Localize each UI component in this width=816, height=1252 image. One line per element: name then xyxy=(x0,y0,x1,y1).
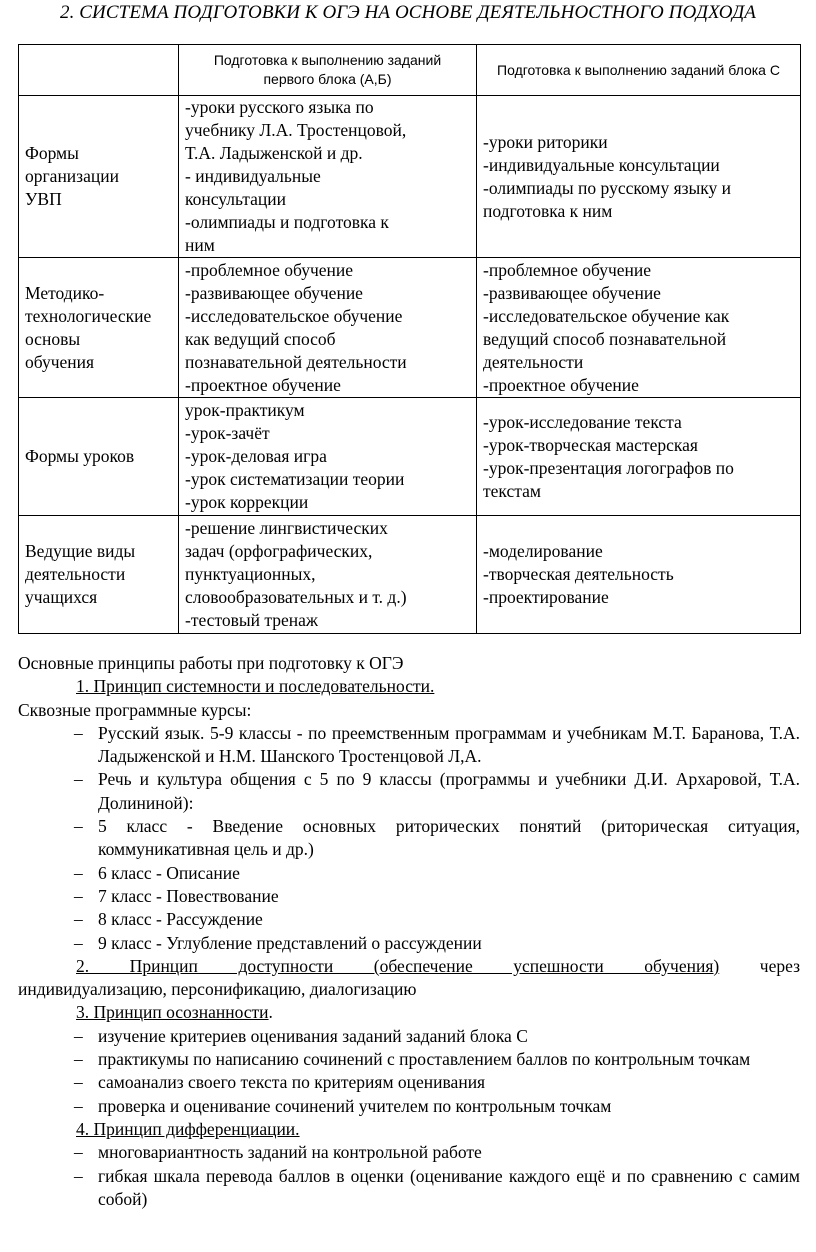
list-item-text: изучение критериев оценивания заданий заданий блока С xyxy=(98,1025,528,1046)
cell-line: -олимпиады и подготовка к xyxy=(185,212,389,232)
list-item xyxy=(18,1071,800,1094)
list-item-text: гибкая шкала перевода баллов в оценки (оценивание каждого ещё и по сравнению с самим собой) xyxy=(98,1165,800,1209)
list-item xyxy=(18,885,800,908)
table-cell-block-c xyxy=(477,258,801,398)
list-item xyxy=(18,1141,800,1164)
list-item-text: 6 класс - Описание xyxy=(98,862,240,883)
bullet-dash: – xyxy=(74,1095,83,1116)
cell-line: -урок-презентация логографов по xyxy=(483,457,734,478)
list-item-text: 5 класс - Введение основных риторических понятий (риторическая ситуация, коммуникативная цель и др.) xyxy=(98,816,800,860)
bullet-dash: – xyxy=(74,909,83,930)
cell-line: -индивидуальные консультации xyxy=(483,154,720,175)
table-row-label xyxy=(19,96,179,258)
preparation-table xyxy=(18,44,801,634)
cell-line: УВП xyxy=(25,189,62,209)
cell-line: подготовка к ним xyxy=(483,200,613,221)
cell-line: деятельности xyxy=(25,564,126,584)
cell-line: -развивающее обучение xyxy=(185,282,363,303)
list-item-text: практикумы по написанию сочинений с проставлением баллов по контрольным точкам xyxy=(98,1049,751,1070)
principles-intro: Основные принципы работы при подготовку к ОГЭ xyxy=(18,653,404,673)
bullet-dash: – xyxy=(74,1072,83,1093)
list-item xyxy=(18,908,800,931)
cell-line: -урок-зачёт xyxy=(185,423,270,443)
list-item-text: 9 класс - Углубление представлений о рассуждении xyxy=(98,932,482,953)
list-item-text: 8 класс - Рассуждение xyxy=(98,909,263,930)
list-item-text: Русский язык. 5-9 классы - по преемственным программам и учебникам М.Т. Баранова, Т.А. Ладыженской и Н.М. Шанского Тростенцовой Л,А. xyxy=(98,722,800,767)
cell-line: учебнику Л.А. Тростенцовой, xyxy=(185,120,407,140)
bullet-dash: – xyxy=(74,1142,83,1163)
bullet-dash: – xyxy=(74,885,83,906)
table-cell-block-ab xyxy=(179,398,477,516)
cell-line: ним xyxy=(185,235,215,255)
cell-line: задач (орфографических, xyxy=(185,541,373,561)
cell-line: Т.А. Ладыженской и др. xyxy=(185,143,363,163)
bullet-dash: – xyxy=(74,1049,83,1070)
page-title: 2. СИСТЕМА ПОДГОТОВКИ К ОГЭ НА ОСНОВЕ ДЕЯТЕЛЬНОСТНОГО ПОДХОДА xyxy=(59,2,757,23)
table-cell-block-ab xyxy=(179,516,477,634)
cell-line: -уроки риторики xyxy=(483,131,608,152)
cell-line: -развивающее обучение xyxy=(483,282,661,303)
table-cell-block-ab xyxy=(179,258,477,398)
cell-line: -исследовательское обучение xyxy=(185,305,403,326)
cell-line: урок-практикум xyxy=(185,400,305,420)
cell-line: -проблемное обучение xyxy=(483,259,652,280)
cell-line: пунктуационных, xyxy=(185,564,316,584)
principle-2-heading: 2. Принцип доступности (обеспечение успешности обучения) xyxy=(76,955,720,976)
list-item xyxy=(18,1025,800,1048)
cell-line: Формы xyxy=(25,143,79,163)
list-item xyxy=(18,1095,800,1118)
cell-line: -урок-творческая мастерская xyxy=(483,434,698,455)
table-row xyxy=(19,398,801,516)
principle-4-heading: 4. Принцип дифференциации. xyxy=(76,1118,300,1139)
principle-1-heading: 1. Принцип системности и последовательности. xyxy=(76,676,435,697)
list-item xyxy=(18,932,800,955)
list-item xyxy=(18,1048,800,1071)
cell-line: -проектное обучение xyxy=(185,374,341,395)
cell-line: -решение лингвистических xyxy=(185,518,388,538)
table-cell-block-c xyxy=(477,96,801,258)
cell-line: -проектирование xyxy=(483,587,609,607)
cell-line: Формы уроков xyxy=(25,446,135,466)
table-row xyxy=(19,258,801,398)
cell-line: как ведущий способ xyxy=(185,328,336,349)
table-row-label xyxy=(19,398,179,516)
cell-line: познавательной деятельности xyxy=(185,351,407,372)
principle-2-line xyxy=(18,955,800,978)
cell-line: -урок-исследование текста xyxy=(483,411,682,432)
table-row-label xyxy=(19,258,179,398)
courses-label: Сквозные программные курсы: xyxy=(18,699,252,720)
cell-line: -моделирование xyxy=(483,541,603,561)
cell-line: -исследовательское обучение как xyxy=(483,305,730,326)
cell-line: консультации xyxy=(185,189,287,209)
list-item xyxy=(18,1165,800,1212)
cell-line: организации xyxy=(25,166,119,186)
cell-line: деятельности xyxy=(483,351,584,372)
list-item-text: многовариантность заданий на контрольной работе xyxy=(98,1142,482,1163)
principle-3-list xyxy=(18,1025,800,1118)
cell-line: -урок-деловая игра xyxy=(185,446,327,466)
table-cell-block-ab xyxy=(179,96,477,258)
bullet-dash: – xyxy=(74,1165,83,1186)
list-item-text: Речь и культура общения с 5 по 9 классы (программы и учебники Д.И. Архаровой, Т.А. Долининой): xyxy=(98,769,800,813)
principle-2-continuation: индивидуализацию, персонификацию, диалогизацию xyxy=(18,979,417,1000)
principle-2-tail: через xyxy=(759,955,800,976)
cell-line: текстам xyxy=(483,480,541,501)
table-row xyxy=(19,516,801,634)
bullet-dash: – xyxy=(74,932,83,953)
cell-line: основы xyxy=(25,328,81,349)
cell-line: ведущий способ познавательной xyxy=(483,328,727,349)
cell-line: -урок систематизации теории xyxy=(185,469,405,489)
table-cell-block-c xyxy=(477,516,801,634)
list-item xyxy=(18,862,800,885)
principle-4-list xyxy=(18,1141,800,1211)
cell-line: -олимпиады по русскому языку и xyxy=(483,177,732,198)
cell-line: - индивидуальные xyxy=(185,166,321,186)
cell-line: учащихся xyxy=(25,587,98,607)
list-item xyxy=(18,768,800,815)
list-item xyxy=(18,722,800,769)
cell-line: -тестовый тренаж xyxy=(185,610,318,630)
cell-line: словообразовательных и т. д.) xyxy=(185,587,407,607)
cell-line: Ведущие виды xyxy=(25,541,136,561)
cell-line: обучения xyxy=(25,351,95,372)
cell-line: -уроки русского языка по xyxy=(185,97,374,117)
cell-line: -проблемное обучение xyxy=(185,259,354,280)
list-item-text: 7 класс - Повествование xyxy=(98,885,279,906)
bullet-dash: – xyxy=(74,816,83,837)
bullet-dash: – xyxy=(74,722,83,743)
bullet-dash: – xyxy=(74,862,83,883)
cell-line: технологические xyxy=(25,305,152,326)
table-header-cell: Подготовка к выполнению заданий первого блока (А,Б) xyxy=(179,45,477,96)
cell-line: -урок коррекции xyxy=(185,492,309,512)
bullet-dash: – xyxy=(74,1025,83,1046)
principle-3-heading: 3. Принцип осознанности xyxy=(76,1002,269,1023)
principle-1-list xyxy=(18,722,800,955)
cell-line: -творческая деятельность xyxy=(483,564,674,584)
table-header-cell xyxy=(19,45,179,96)
cell-line: Методико- xyxy=(25,282,105,303)
bullet-dash: – xyxy=(74,769,83,790)
table-header-row xyxy=(19,45,801,96)
table-cell-block-c xyxy=(477,398,801,516)
table-row xyxy=(19,96,801,258)
table-header-cell: Подготовка к выполнению заданий блока С xyxy=(477,45,801,96)
cell-line: -проектное обучение xyxy=(483,374,639,395)
principle-3-dot: . xyxy=(268,1002,273,1023)
list-item xyxy=(18,815,800,862)
list-item-text: самоанализ своего текста по критериям оценивания xyxy=(98,1072,486,1093)
table-row-label xyxy=(19,516,179,634)
principles-section xyxy=(18,652,800,1211)
list-item-text: проверка и оценивание сочинений учителем по контрольным точкам xyxy=(98,1095,612,1116)
